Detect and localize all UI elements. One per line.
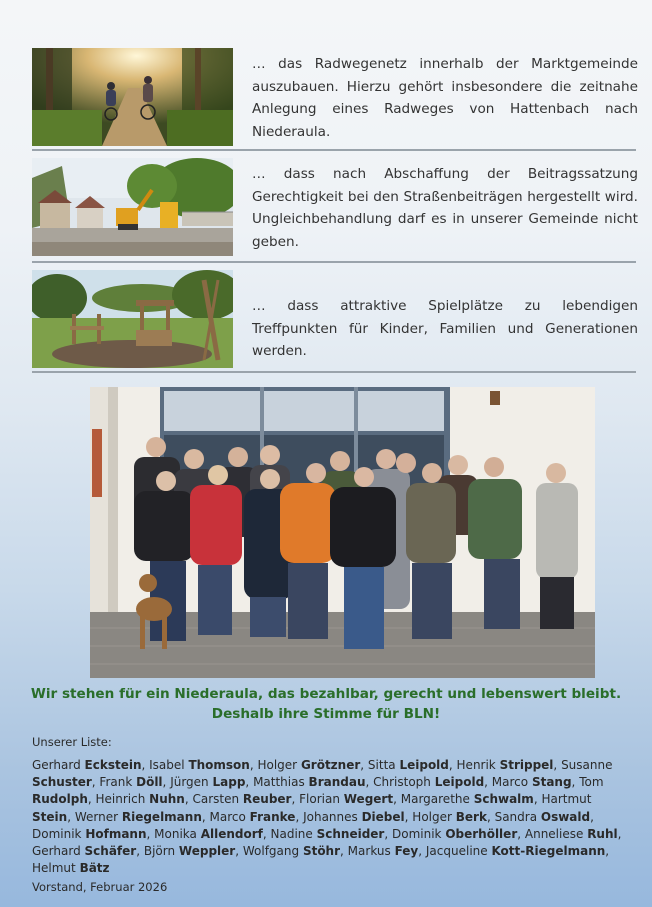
- candidate-first-name: Matthias: [253, 775, 309, 790]
- candidate-last-name: Fey: [394, 844, 419, 859]
- candidate-last-name: Allendorf: [200, 826, 263, 841]
- slogan-line-2: Deshalb ihre Stimme für BLN!: [211, 706, 441, 722]
- candidate-first-name: Gerhard: [32, 758, 85, 772]
- group-photo: [90, 387, 595, 678]
- playground-photo: [32, 270, 233, 368]
- candidate-first-name: Henrik: [456, 758, 500, 772]
- candidate-first-name: Werner: [74, 809, 122, 824]
- topic-row-roads: [32, 158, 636, 256]
- candidate-first-name: Anneliese: [524, 826, 588, 841]
- candidate-name: [253, 775, 365, 789]
- candidate-name: [96, 792, 185, 806]
- candidate-last-name: Eckstein: [84, 758, 142, 772]
- candidate-last-name: Stöhr: [302, 844, 341, 859]
- candidate-name: [99, 775, 162, 789]
- candidate-last-name: Thomson: [188, 758, 250, 772]
- candidate-first-name: Wolfgang: [242, 844, 303, 859]
- candidate-name: [525, 827, 618, 841]
- roads-text: … dass nach Abschaffung der Beitragssatzung Gerechtigkeit bei den Straßenbeiträgen hergestellt wird. Ungleichbehandlung darf es in unserer Gemeinde nicht geben.: [252, 166, 638, 250]
- candidate-last-name: Rudolph: [32, 792, 88, 807]
- candidate-first-name: Hartmut: [541, 792, 592, 807]
- candidate-list: Gerhard Eckstein, Isabel Thomson, Holger Grötzner, Sitta Leipold, Henrik Strippel, Susanne Schuster, Frank Döll, Jürgen Lapp, Matthias Brandau, Christoph Leipold, Marco Stang, Tom Rudolph, Heinrich Nuhn, Carsten Reuber, Florian Wegert, Margarethe Schwalm, Hartmut Stein, Werner Riegelmann, Marco Franke, Johannes Diebel, Holger Berk, Sandra Oswald, Dominik Hofmann, Monika Allendorf, Nadine Schneider, Dominik Oberhöller, Anneliese Ruhl, Gerhard Schäfer, Björn Weppler, Wolfgang Stöhr, Markus Fey, Jacqueline Kott-Riegelmann, Helmut Bätz: [32, 758, 622, 876]
- candidate-last-name: Strippel: [499, 758, 554, 772]
- candidate-last-name: Weppler: [178, 844, 236, 859]
- candidate-first-name: Marco: [209, 809, 250, 824]
- candidate-first-name: Margarethe: [400, 792, 474, 807]
- topic-row-cycling: [32, 48, 636, 146]
- road-construction-photo: [32, 158, 233, 256]
- cycling-text: … das Radwegenetz innerhalb der Marktgemeinde auszubauen. Hierzu gehört insbesondere die zeitnahe Anlegung eines Radweges von Hattenbach nach Niederaula.: [252, 56, 638, 140]
- candidate-first-name: Marco: [491, 775, 532, 790]
- candidate-last-name: Riegelmann: [121, 809, 202, 824]
- candidate-first-name: Monika: [154, 826, 201, 841]
- candidate-last-name: Leipold: [434, 775, 485, 790]
- candidate-first-name: Jürgen: [170, 775, 213, 790]
- divider: [32, 371, 636, 373]
- candidate-first-name: Markus: [347, 844, 395, 859]
- candidate-last-name: Brandau: [308, 775, 366, 790]
- candidate-last-name: Hofmann: [85, 826, 147, 841]
- candidate-last-name: Schneider: [316, 826, 385, 841]
- candidate-last-name: Stein: [32, 809, 68, 824]
- candidate-name: [149, 758, 250, 772]
- slogan-line-1: Wir stehen für ein Niederaula, das bezahlbar, gerecht und lebenswert bleibt.: [30, 686, 622, 702]
- topic-row-playgrounds: [32, 270, 636, 368]
- candidate-first-name: Helmut: [32, 861, 80, 876]
- candidate-first-name: Nadine: [270, 826, 317, 841]
- divider: [32, 149, 636, 151]
- candidate-last-name: Oberhöller: [445, 826, 518, 841]
- candidate-last-name: Reuber: [242, 792, 292, 807]
- candidate-last-name: Berk: [455, 809, 487, 824]
- candidate-last-name: Döll: [136, 775, 163, 790]
- candidate-name: [401, 792, 534, 806]
- candidate-first-name: Frank: [99, 775, 137, 790]
- candidate-last-name: Kott-Riegelmann: [491, 844, 606, 859]
- candidate-name: [457, 758, 554, 772]
- candidate-name: [495, 810, 591, 824]
- candidate-last-name: Lapp: [212, 775, 246, 790]
- candidate-name: [303, 810, 405, 824]
- candidate-last-name: Oswald: [540, 809, 591, 824]
- candidate-first-name: Dominik: [32, 826, 86, 841]
- candidate-name: [348, 844, 419, 858]
- candidate-name: [392, 827, 517, 841]
- candidate-first-name: Dominik: [392, 826, 446, 841]
- candidate-last-name: Leipold: [399, 758, 449, 772]
- candidate-last-name: Bätz: [79, 861, 110, 876]
- candidate-name: [243, 844, 340, 858]
- candidate-first-name: Tom: [579, 775, 604, 790]
- footer-signature: Vorstand, Februar 2026: [32, 880, 168, 894]
- candidate-first-name: Carsten: [192, 792, 243, 807]
- candidate-first-name: Sitta: [367, 758, 400, 772]
- candidate-name: [154, 827, 263, 841]
- candidate-name: [271, 827, 385, 841]
- candidate-name: [426, 844, 605, 858]
- candidate-last-name: Schuster: [32, 775, 92, 790]
- candidate-first-name: Isabel: [149, 758, 189, 772]
- candidate-last-name: Grötzner: [300, 758, 361, 772]
- candidate-first-name: Gerhard: [32, 844, 85, 859]
- candidate-first-name: Johannes: [303, 809, 362, 824]
- candidate-last-name: Ruhl: [587, 826, 618, 841]
- candidate-first-name: Holger: [257, 758, 301, 772]
- candidate-name: [32, 861, 110, 875]
- cycling-photo: [32, 48, 233, 146]
- candidate-first-name: Christoph: [373, 775, 435, 790]
- divider: [32, 261, 636, 263]
- candidate-name: [192, 792, 291, 806]
- candidate-name: [144, 844, 235, 858]
- candidate-name: [32, 844, 136, 858]
- candidate-name: [32, 827, 147, 841]
- candidate-first-name: Björn: [143, 844, 179, 859]
- playgrounds-text: … dass attraktive Spielplätze zu lebendigen Treffpunkten für Kinder, Familien und Generationen werden.: [252, 298, 638, 359]
- candidate-name: [170, 775, 245, 789]
- candidate-last-name: Franke: [249, 809, 296, 824]
- candidate-name: [257, 758, 360, 772]
- candidate-name: [373, 775, 484, 789]
- candidate-name: [492, 775, 572, 789]
- list-label: Unserer Liste:: [32, 735, 112, 749]
- candidate-last-name: Schäfer: [84, 844, 137, 859]
- candidate-first-name: Florian: [299, 792, 344, 807]
- candidate-first-name: Susanne: [561, 758, 613, 772]
- candidate-last-name: Stang: [531, 775, 572, 790]
- candidate-last-name: Schwalm: [473, 792, 534, 807]
- candidate-name: [210, 810, 296, 824]
- candidate-name: [368, 758, 449, 772]
- candidate-first-name: Sandra: [494, 809, 541, 824]
- candidate-last-name: Wegert: [343, 792, 394, 807]
- candidate-first-name: Holger: [412, 809, 456, 824]
- candidate-name: [32, 758, 142, 772]
- candidate-name: [412, 810, 487, 824]
- candidate-first-name: Jacqueline: [425, 844, 492, 859]
- candidate-first-name: Heinrich: [95, 792, 150, 807]
- candidate-name: [299, 792, 393, 806]
- candidate-name: [75, 810, 202, 824]
- candidate-last-name: Nuhn: [149, 792, 185, 807]
- candidate-last-name: Diebel: [361, 809, 405, 824]
